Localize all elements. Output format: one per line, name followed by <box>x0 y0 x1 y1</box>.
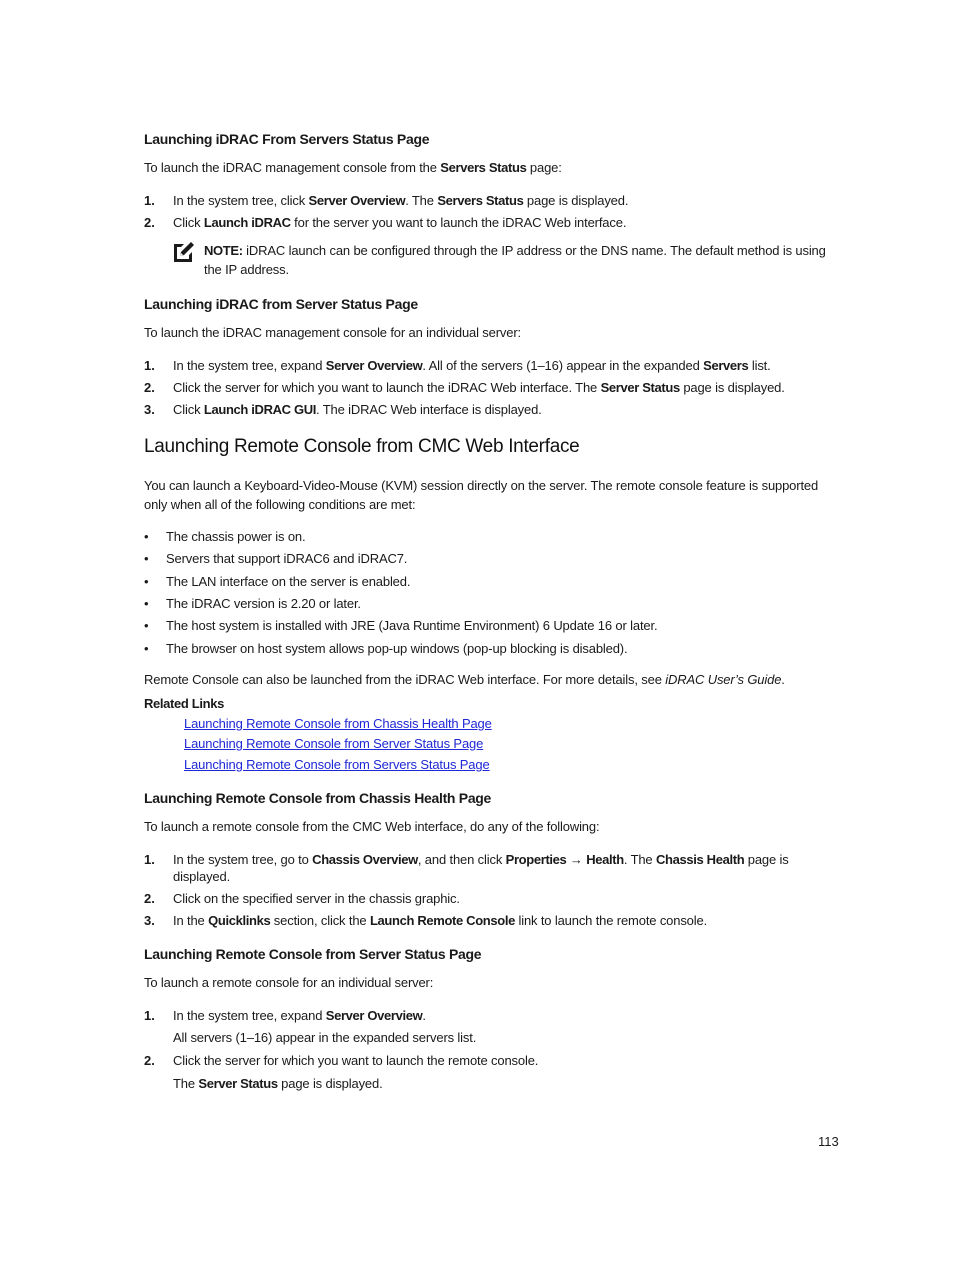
link-servers-status-page[interactable]: Launching Remote Console from Servers Status Page <box>184 757 490 772</box>
paragraph-intro-server-status: To launch the iDRAC management console for an individual server: <box>144 325 521 340</box>
note-pencil-icon <box>172 242 194 264</box>
note-line-2: the IP address. <box>204 262 289 277</box>
step-number: 2. <box>144 215 155 230</box>
step-number: 2. <box>144 380 155 395</box>
bullet-text: The LAN interface on the server is enabled. <box>166 574 411 589</box>
step-text: Click on the specified server in the chassis graphic. <box>173 891 460 906</box>
step-number: 1. <box>144 1008 155 1023</box>
step-text: In the system tree, expand Server Overview. <box>173 1008 426 1023</box>
heading-idrac-server-status: Launching iDRAC from Server Status Page <box>144 296 418 312</box>
heading-idrac-servers-status: Launching iDRAC From Servers Status Page <box>144 131 430 147</box>
paragraph-also-launch: Remote Console can also be launched from the iDRAC Web interface. For more details, see iDRAC User’s Guide. <box>144 672 785 687</box>
step-number: 2. <box>144 891 155 906</box>
bullet-text: Servers that support iDRAC6 and iDRAC7. <box>166 551 408 566</box>
bullet-text: The chassis power is on. <box>166 529 306 544</box>
bullet: • <box>144 551 149 566</box>
paragraph-intro-servers-status: To launch the iDRAC management console from the Servers Status page: <box>144 160 562 175</box>
step-result: All servers (1–16) appear in the expanded servers list. <box>173 1030 477 1045</box>
bullet-text: The iDRAC version is 2.20 or later. <box>166 596 361 611</box>
bullet: • <box>144 596 149 611</box>
step-text: In the Quicklinks section, click the Launch Remote Console link to launch the remote console. <box>173 913 708 928</box>
bullet: • <box>144 574 149 589</box>
link-chassis-health-page[interactable]: Launching Remote Console from Chassis Health Page <box>184 716 492 731</box>
step-text: Click Launch iDRAC for the server you want to launch the iDRAC Web interface. <box>173 215 627 230</box>
step-number: 3. <box>144 402 155 417</box>
bullet: • <box>144 529 149 544</box>
heading-remote-console-server-status: Launching Remote Console from Server Status Page <box>144 946 482 962</box>
step-text: Click Launch iDRAC GUI. The iDRAC Web interface is displayed. <box>173 402 542 417</box>
page-number: 113 <box>818 1134 839 1149</box>
bullet-text: The host system is installed with JRE (Java Runtime Environment) 6 Update 16 or later. <box>166 618 658 633</box>
step-text: In the system tree, click Server Overview. The Servers Status page is displayed. <box>173 193 629 208</box>
step-text-continued: displayed. <box>173 869 231 884</box>
step-number: 1. <box>144 358 155 373</box>
bullet: • <box>144 641 149 656</box>
bullet-text: The browser on host system allows pop-up windows (pop-up blocking is disabled). <box>166 641 628 656</box>
step-text: Click the server for which you want to launch the iDRAC Web interface. The Server Status page is displayed. <box>173 380 785 395</box>
paragraph-kvm-line-2: only when all of the following conditions are met: <box>144 497 416 512</box>
step-number: 1. <box>144 193 155 208</box>
step-text: In the system tree, go to Chassis Overview, and then click Properties → Health. The Chassis Health page is <box>173 852 789 867</box>
heading-remote-console-chassis-health: Launching Remote Console from Chassis Health Page <box>144 790 492 806</box>
link-server-status-page[interactable]: Launching Remote Console from Server Status Page <box>184 736 484 751</box>
step-text: Click the server for which you want to launch the remote console. <box>173 1053 539 1068</box>
paragraph-kvm-line-1: You can launch a Keyboard-Video-Mouse (KVM) session directly on the server. The remote console feature is supported <box>144 478 819 493</box>
bullet: • <box>144 618 149 633</box>
paragraph-intro-server-status-console: To launch a remote console for an individual server: <box>144 975 434 990</box>
note-line-1: NOTE: iDRAC launch can be configured through the IP address or the DNS name. The default method is using <box>204 243 826 258</box>
step-result: The Server Status page is displayed. <box>173 1076 383 1091</box>
heading-remote-console-cmc: Launching Remote Console from CMC Web Interface <box>144 436 580 457</box>
paragraph-intro-chassis-health: To launch a remote console from the CMC Web interface, do any of the following: <box>144 819 600 834</box>
step-text: In the system tree, expand Server Overview. All of the servers (1–16) appear in the expanded Servers list. <box>173 358 771 373</box>
step-number: 3. <box>144 913 155 928</box>
related-links-label: Related Links <box>144 696 224 711</box>
step-number: 2. <box>144 1053 155 1068</box>
step-number: 1. <box>144 852 155 867</box>
